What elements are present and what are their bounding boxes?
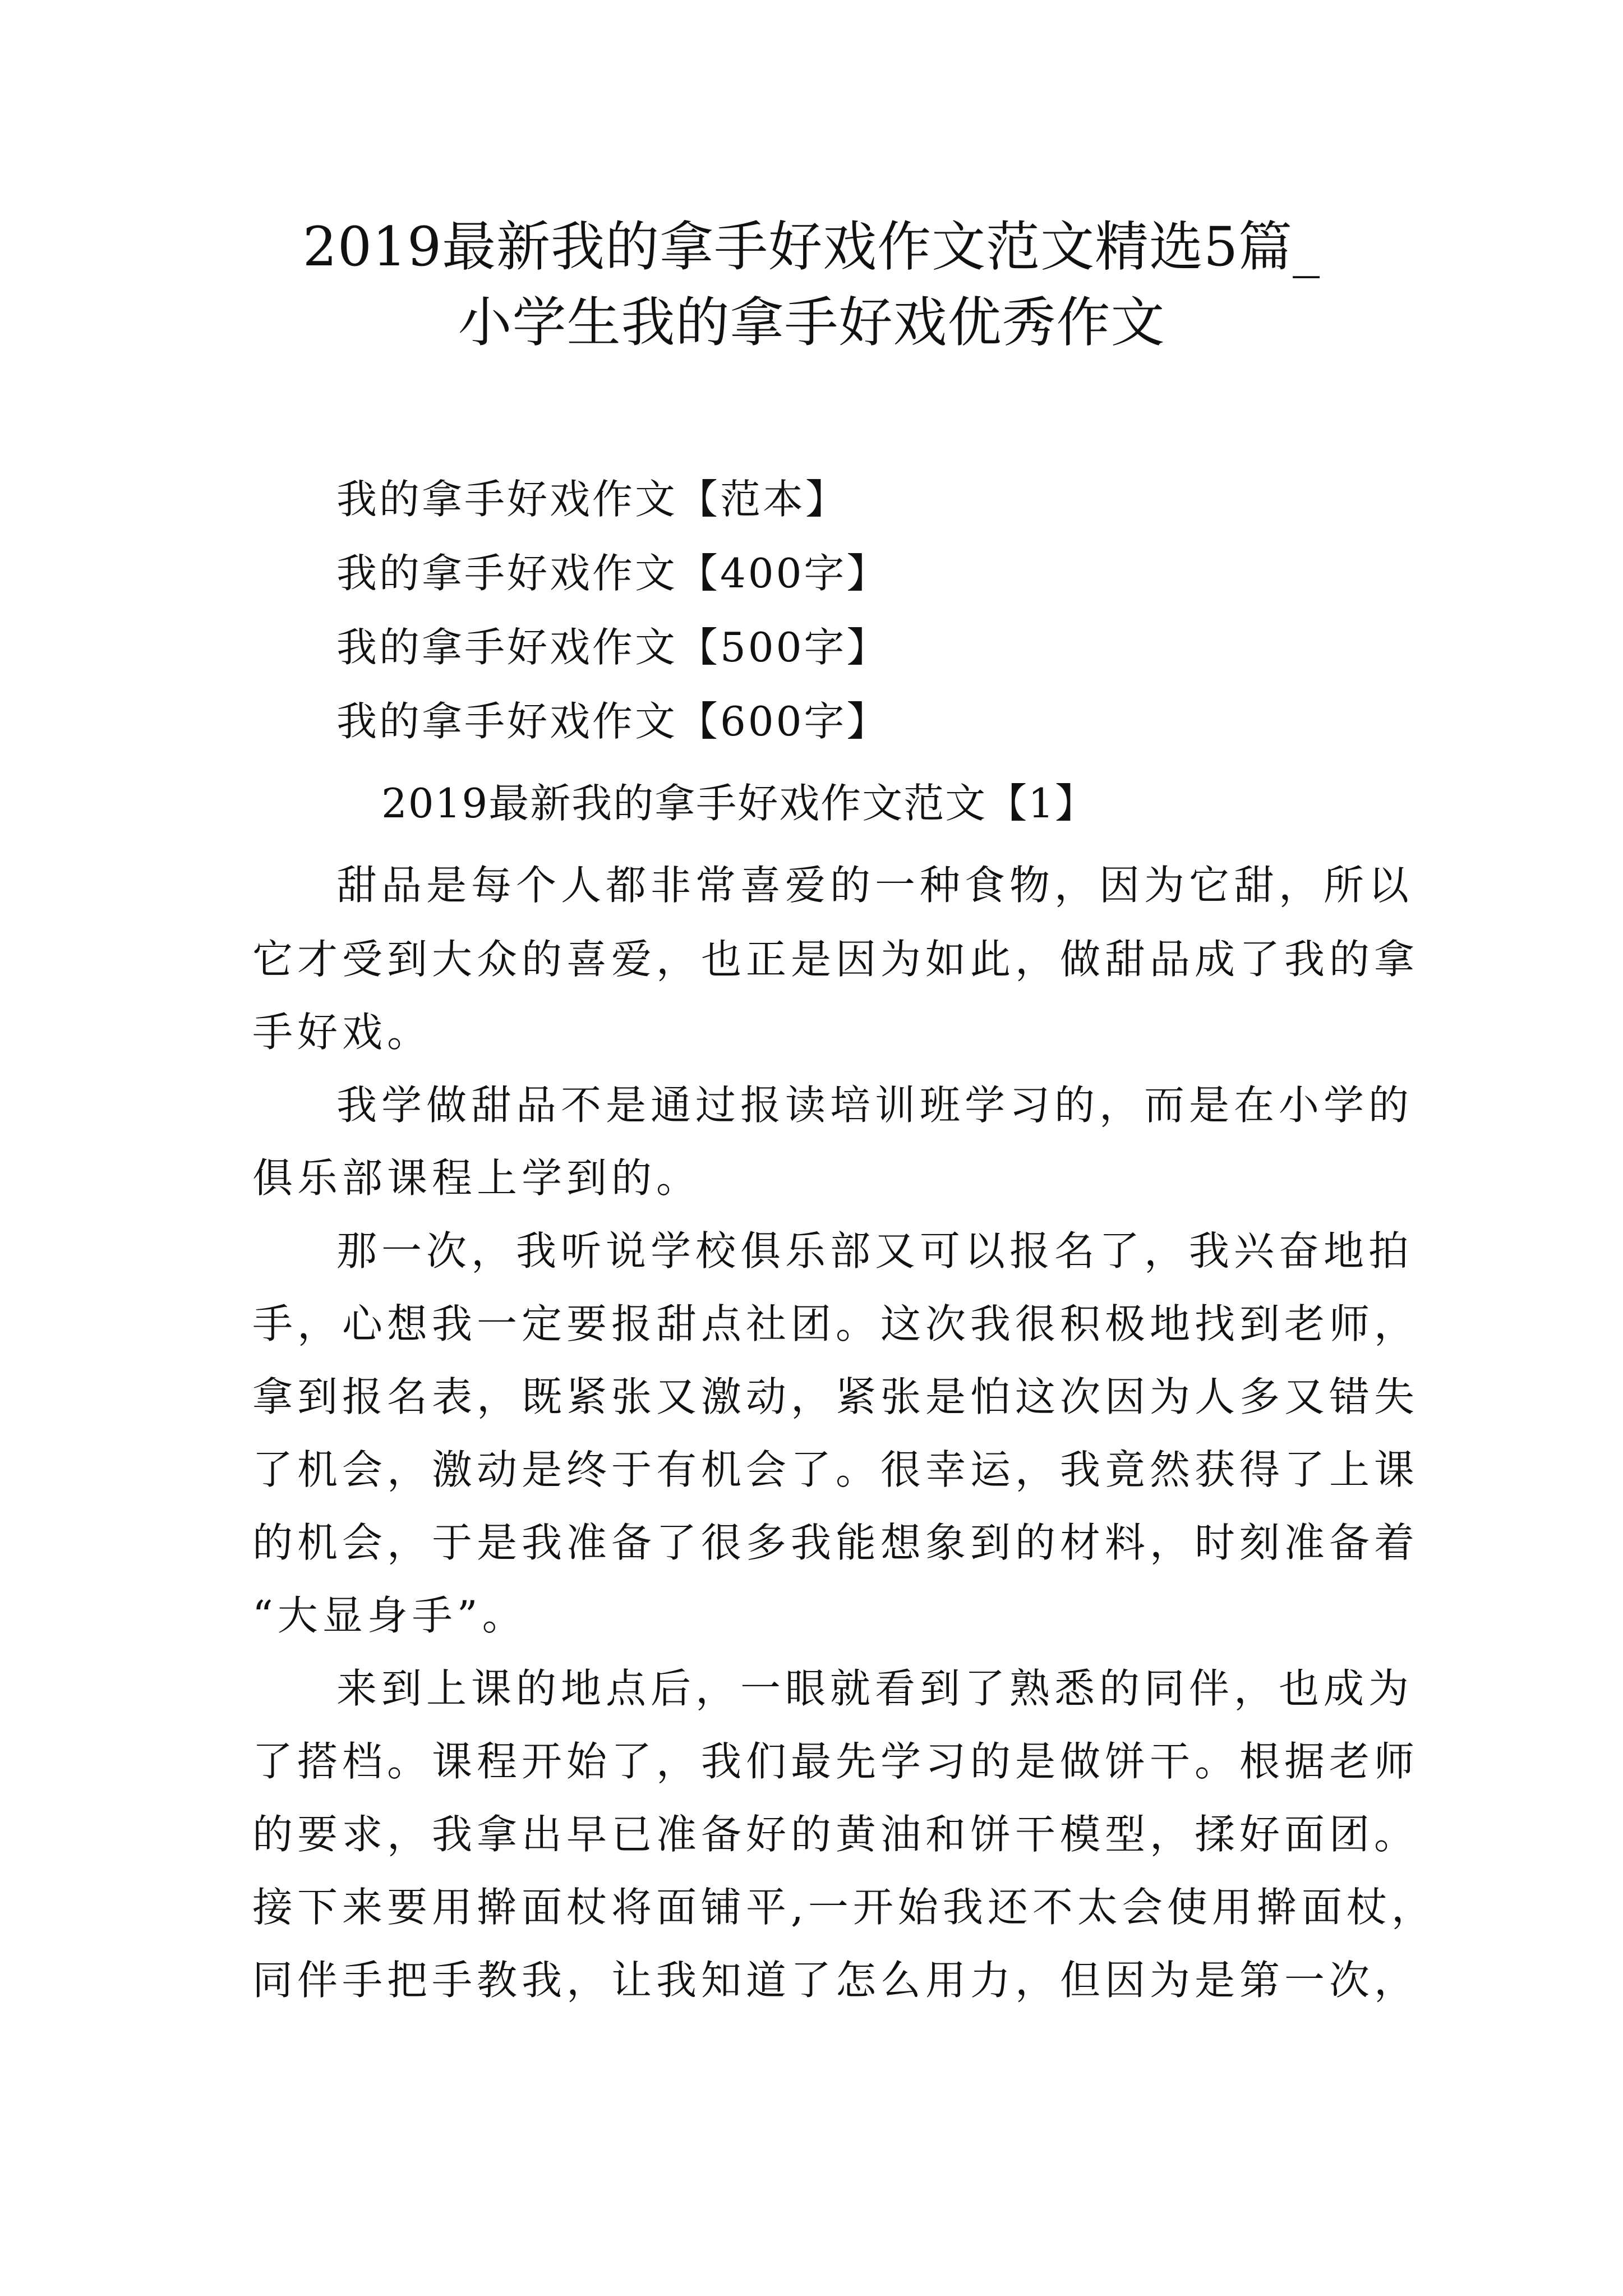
section-heading: 2019最新我的拿手好戏作文范文【1】 (381, 780, 1097, 827)
toc-item-model: 我的拿手好戏作文【范本】 (336, 476, 849, 523)
paragraph-line: 了机会，激动是终于有机会了。很幸运，我竟然获得了上课 (252, 1446, 1419, 1493)
paragraph-line: 那一次，我听说学校俱乐部又可以报名了，我兴奋地拍 (336, 1227, 1414, 1274)
paragraph-line: 接下来要用擀面杖将面铺平,一开始我还不太会使用擀面杖， (252, 1884, 1436, 1931)
paragraph-line: 它才受到大众的喜爱，也正是因为如此，做甜品成了我的拿 (252, 936, 1419, 983)
paragraph-line: 来到上课的地点后，一眼就看到了熟悉的同伴，也成为 (336, 1665, 1414, 1712)
paragraph-line: “大显身手”。 (252, 1592, 527, 1639)
paragraph-line: 我学做甜品不是通过报读培训班学习的，而是在小学的 (336, 1082, 1414, 1129)
document-title-line-2: 小学生我的拿手好戏优秀作文 (458, 291, 1165, 354)
paragraph-line: 的要求，我拿出早已准备好的黄油和饼干模型，揉好面团。 (252, 1811, 1419, 1858)
paragraph-line: 俱乐部课程上学到的。 (252, 1154, 702, 1202)
document-title-line-1: 2019最新我的拿手好戏作文范文精选5篇_ (302, 215, 1321, 278)
paragraph-line: 同伴手把手教我，让我知道了怎么用力，但因为是第一次， (252, 1957, 1419, 2004)
toc-item-600: 我的拿手好戏作文【600字】 (336, 698, 889, 745)
paragraph-line: 甜品是每个人都非常喜爱的一种食物，因为它甜，所以 (336, 862, 1414, 909)
paragraph-line: 手好戏。 (252, 1009, 432, 1056)
paragraph-line: 的机会，于是我准备了很多我能想象到的材料，时刻准备着 (252, 1519, 1419, 1566)
toc-item-400: 我的拿手好戏作文【400字】 (336, 550, 889, 597)
paragraph-line: 了搭档。课程开始了，我们最先学习的是做饼干。根据老师 (252, 1738, 1419, 1785)
paragraph-line: 手，心想我一定要报甜点社团。这次我很积极地找到老师， (252, 1300, 1419, 1347)
toc-item-500: 我的拿手好戏作文【500字】 (336, 624, 889, 671)
paragraph-line: 拿到报名表，既紧张又激动，紧张是怕这次因为人多又错失 (252, 1373, 1419, 1420)
